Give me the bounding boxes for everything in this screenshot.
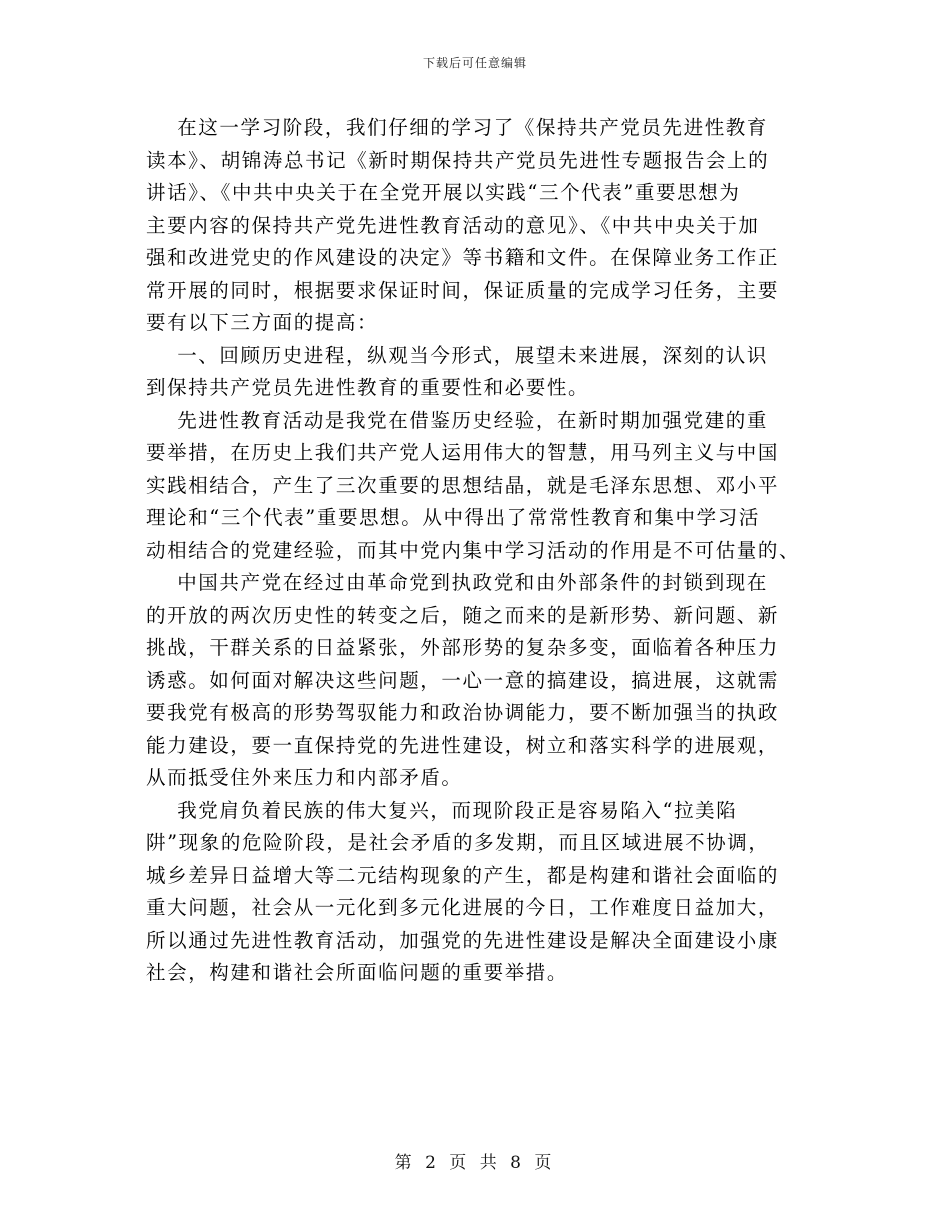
text-line: 实践相结合，产生了三次重要的思想结晶，就是毛泽东思想、邓小平 (146, 473, 780, 497)
text-line: 动相结合的党建经验，而其中党内集中学习活动的作用是不可估量的、 (146, 538, 801, 562)
text-line: 所以通过先进性教育活动，加强党的先进性建设是解决全面建设小康 (146, 928, 780, 952)
text-line: 社会，构建和谐社会所面临问题的重要举措。 (146, 961, 569, 984)
text-line: 能力建设，要一直保持党的先进性建设，树立和落实科学的进展观， (146, 733, 780, 757)
text-line: 我党肩负着民族的伟大复兴，而现阶段正是容易陷入“拉美陷 (146, 798, 738, 822)
text-line: 阱”现象的危险阶段，是社会矛盾的多发期，而且区域进展不协调， (146, 831, 770, 854)
text-line: 挑战，干群关系的日益紧张，外部形势的复杂多变，面临着各种压力 (146, 636, 780, 659)
text-line: 一、回顾历史进程，纵观当今形式，展望未来进展，深刻的认识 (146, 343, 768, 367)
text-line: 到保持共产党员先进性教育的重要性和必要性。 (146, 376, 590, 399)
text-line: 在这一学习阶段，我们仔细的学习了《保持共产党员先进性教育 (146, 116, 768, 139)
text-line: 理论和“三个代表”重要思想。从中得出了常常性教育和集中学习活 (146, 506, 760, 529)
document-body (146, 112, 806, 990)
text-line: 常开展的同时，根据要求保证时间，保证质量的完成学习任务，主要 (146, 278, 780, 302)
text-line: 诱惑。如何面对解决这些问题，一心一意的搞建设，搞进展，这就需 (146, 668, 780, 692)
text-line: 的开放的两次历史性的转变之后，随之而来的是新形势、新问题、新 (146, 603, 780, 627)
text-line: 重大问题，社会从一元化到多元化进展的今日，工作难度日益加大， (146, 896, 780, 919)
text-line: 读本》、胡锦涛总书记《新时期保持共产党员先进性专题报告会上的 (146, 148, 770, 172)
text-line: 强和改进党史的作风建设的决定》等书籍和文件。在保障业务工作正 (146, 246, 780, 269)
text-line: 先进性教育活动是我党在借鉴历史经验，在新时期加强党建的重 (146, 408, 768, 432)
text-line: 讲话》、《中共中央关于在全党开展以实践“三个代表”重要思想为 (146, 181, 741, 204)
text-line: 要我党有极高的形势驾驭能力和政治协调能力，要不断加强当的执政 (146, 701, 780, 724)
text-line: 要有以下三方面的提高： (146, 311, 379, 334)
text-line: 要举措，在历史上我们共产党人运用伟大的智慧，用马列主义与中国 (146, 441, 780, 464)
text-line: 主要内容的保持共产党先进性教育活动的意见》、《中共中央关于加 (146, 213, 760, 237)
text-line: 城乡差异日益增大等二元结构现象的产生，都是构建和谐社会面临的 (146, 863, 780, 887)
text-line: 中国共产党在经过由革命党到执政党和由外部条件的封锁到现在 (146, 571, 768, 594)
text-line: 从而抵受住外来压力和内部矛盾。 (146, 766, 463, 789)
page-header: 下载后可任意编辑 (422, 56, 527, 70)
page-number: 第 2 页 共 8 页 (394, 1153, 556, 1173)
